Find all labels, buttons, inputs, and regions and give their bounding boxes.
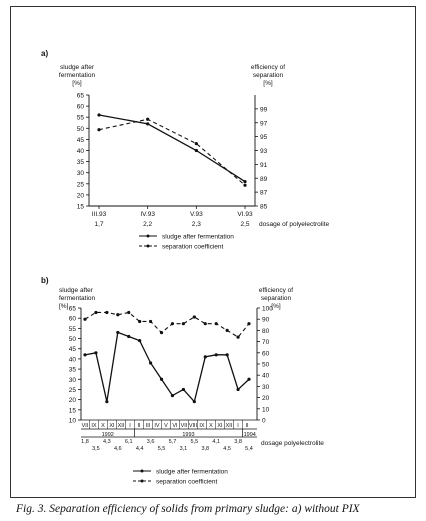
panel-b-month-label: X (101, 423, 105, 429)
panel-a-left-tick-label: 65 (76, 92, 84, 100)
panel-b-year-label: 1992 (101, 432, 114, 438)
panel-b-dosage-label: 1,8 (81, 439, 89, 445)
figure-caption: Fig. 3. Separation efficiency of solids from primary sludge: a) without PIX (16, 503, 360, 515)
panel-b-right-tick-label: 40 (262, 372, 270, 380)
panel-a-legend-marker-0 (147, 235, 150, 238)
panel-b-series-point-1 (226, 329, 229, 332)
panel-a-label: a) (41, 49, 49, 58)
panel-a-left-tick-label: 15 (76, 203, 84, 211)
panel-b-series-point-1 (193, 315, 196, 318)
figure-svg (11, 7, 417, 499)
panel-a-left-axis-title: sludge after (60, 64, 94, 71)
panel-b-series-point-0 (127, 335, 130, 338)
panel-b-legend-marker-0 (141, 470, 144, 473)
panel-b-left-tick-label: 35 (68, 366, 76, 374)
panel-a-series-point-0 (195, 149, 198, 152)
panel-b-right-tick-label: 0 (262, 417, 266, 425)
panel-b-series-point-0 (193, 400, 196, 403)
panel-a-right-tick-label: 97 (260, 120, 268, 128)
panel-b-series-point-0 (138, 339, 141, 342)
panel-b-year-label: 1994 (243, 432, 256, 438)
panel-b-right-tick-label: 60 (262, 350, 270, 358)
panel-b-right-tick-label: 100 (262, 305, 273, 313)
panel-b-month-label: XI (109, 423, 115, 429)
panel-b-right-axis-title: efficiency of (258, 287, 294, 294)
panel-b-right-axis-title: [%] (271, 303, 281, 310)
panel-b-month-label: XII (117, 423, 125, 429)
panel-b-month-label: VI (172, 423, 178, 429)
panel-b-dosage-label: 5,5 (190, 439, 199, 445)
panel-b-month-label: XI (217, 423, 223, 429)
panel-b-dosage-label: 5,5 (157, 446, 166, 452)
panel-b-series-point-1 (149, 320, 152, 323)
panel-a-right-tick-label: 85 (260, 203, 268, 211)
panel-b-right-tick-label: 90 (262, 316, 270, 324)
panel-b-x-axis-title: dosage polyelectrolite (261, 440, 324, 447)
panel-b-year-label: 1993 (182, 432, 195, 438)
panel-a-series-point-1 (195, 142, 198, 145)
panel-b-right-tick-label: 70 (262, 339, 270, 347)
panel-b-left-tick-label: 10 (68, 417, 76, 425)
panel-a-right-axis-title: efficiency of (250, 64, 286, 71)
panel-b-month-label: I (237, 423, 239, 429)
panel-a-series-point-1 (146, 118, 149, 121)
panel-b-left-tick-label: 65 (68, 305, 76, 313)
panel-b-series-point-0 (171, 394, 174, 397)
panel-a-left-tick-label: 55 (76, 114, 84, 122)
panel-a-right-axis-title: separation (252, 72, 284, 79)
panel-b-dosage-label: 5,7 (168, 439, 177, 445)
panel-b-series-point-1 (160, 331, 163, 334)
panel-b-month-label: XII (225, 423, 233, 429)
panel-b-series-point-1 (171, 322, 174, 325)
figure-frame (10, 6, 416, 498)
panel-a-x-tick-label: III.93 (91, 211, 107, 218)
panel-b-left-tick-label: 50 (68, 336, 76, 344)
panel-b-series-point-1 (94, 311, 97, 314)
panel-b-series-point-0 (247, 378, 250, 381)
panel-b-series-point-0 (226, 353, 229, 356)
panel-b-dosage-label: 5,4 (245, 446, 253, 452)
panel-a-dosage-label: 2,3 (191, 221, 201, 228)
panel-b-series-point-0 (182, 388, 185, 391)
panel-a-right-tick-label: 99 (260, 106, 268, 114)
panel-a-left-tick-label: 30 (76, 170, 84, 178)
panel-a-left-tick-label: 40 (76, 148, 84, 155)
panel-b-legend-entry: separation coefficient (156, 478, 218, 486)
panel-b-dosage-label: 3,8 (234, 439, 242, 445)
panel-b-month-label: X (209, 423, 213, 429)
panel-b-legend-entry: sludge after fermentation (156, 468, 228, 476)
panel-b-series-point-0 (83, 353, 86, 356)
panel-a-left-tick-label: 45 (76, 136, 84, 144)
panel-a-left-axis-title: fermentation (58, 72, 96, 79)
panel-b-left-tick-label: 15 (68, 407, 76, 415)
panel-b-series-point-1 (236, 336, 239, 339)
panel-b-month-label: VII (81, 423, 89, 429)
panel-b-left-tick-label: 30 (68, 376, 76, 384)
panel-b-legend-marker-1 (141, 480, 144, 483)
panel-a-x-tick-label: VI.93 (237, 211, 253, 218)
panel-b-month-label: I (129, 423, 131, 429)
panel-b-month-label: III (145, 423, 151, 429)
panel-b-series-point-1 (215, 322, 218, 325)
panel-a-legend-entry: separation coefficient (162, 243, 224, 251)
panel-b-right-tick-label: 50 (262, 361, 270, 369)
panel-b-series-point-1 (138, 320, 141, 323)
panel-a-series-point-0 (146, 122, 149, 125)
panel-a-left-tick-label: 50 (76, 125, 84, 133)
panel-b-dosage-label: 3,5 (92, 446, 100, 452)
panel-b-left-axis-title: sludge after (59, 287, 93, 294)
panel-b-series-point-0 (116, 331, 119, 334)
panel-b-month-label: II (137, 423, 141, 429)
panel-b-series-point-0 (236, 388, 239, 391)
panel-b-series-point-1 (116, 313, 119, 316)
panel-b-right-tick-label: 30 (262, 383, 270, 391)
panel-b-right-tick-label: 10 (262, 406, 270, 414)
panel-a-right-tick-label: 95 (260, 134, 268, 142)
panel-b-left-tick-label: 40 (68, 356, 76, 364)
panel-b-series-point-0 (105, 400, 108, 403)
panel-b-month-label: VII (180, 423, 188, 429)
panel-a-x-axis-title: dosage of polyelectrolite (259, 221, 330, 228)
panel-a-right-tick-label: 89 (260, 175, 268, 183)
panel-b-month-label: VIII (188, 423, 198, 429)
panel-b-series-point-0 (149, 361, 152, 364)
panel-b-series-point-0 (215, 353, 218, 356)
panel-b-month-label: IV (154, 423, 160, 429)
panel-b-series-point-1 (83, 318, 86, 321)
panel-b-series-point-0 (204, 355, 207, 358)
panel-b-left-tick-label: 25 (68, 386, 76, 394)
panel-a-left-tick-label: 25 (76, 181, 84, 189)
panel-a-left-axis-title: [%] (72, 80, 82, 87)
panel-a-series-point-0 (243, 180, 246, 183)
panel-a-dosage-label: 2,5 (240, 221, 250, 228)
panel-b-right-axis-title: separation (260, 295, 292, 302)
panel-b-dosage-label: 3,1 (179, 446, 188, 452)
panel-b-series-point-1 (127, 311, 130, 314)
panel-b-dosage-label: 4,5 (223, 446, 231, 452)
panel-b-dosage-label: 4,1 (212, 439, 221, 445)
panel-b-series-line-1 (85, 312, 249, 337)
panel-a-series-line-1 (99, 119, 245, 185)
panel-a-x-tick-label: V.93 (189, 211, 203, 218)
panel-b-label: b) (41, 276, 49, 285)
panel-b-dosage-label: 3,8 (201, 446, 210, 452)
panel-b-month-label: V (164, 423, 168, 429)
panel-a-legend-entry: sludge after fermentation (162, 233, 234, 241)
panel-a-legend-marker-1 (147, 245, 150, 248)
panel-b-left-tick-label: 60 (68, 315, 76, 323)
panel-b-left-axis-title: fermentation (59, 295, 96, 302)
panel-a-right-tick-label: 93 (260, 148, 268, 155)
panel-b-series-point-0 (94, 351, 97, 354)
panel-b-dosage-label: 4,6 (113, 446, 122, 452)
panel-b-dosage-label: 6,1 (124, 439, 133, 445)
panel-a-right-tick-label: 87 (260, 189, 268, 197)
panel-a-series-point-1 (243, 184, 246, 187)
panel-b-month-label: IX (91, 423, 97, 429)
panel-a-dosage-label: 1,7 (94, 221, 104, 228)
panel-a-x-tick-label: IV.93 (140, 211, 155, 218)
panel-a-left-tick-label: 20 (76, 192, 84, 200)
panel-b-left-tick-label: 45 (68, 346, 76, 354)
panel-b-month-label: IX (199, 423, 205, 429)
panel-b-dosage-label: 4,4 (135, 446, 144, 452)
panel-b-series-point-1 (204, 322, 207, 325)
panel-b-left-axis-title: [%] (59, 303, 69, 310)
panel-b-series-point-0 (160, 378, 163, 381)
panel-b-series-point-1 (105, 311, 108, 314)
panel-b-right-tick-label: 20 (262, 395, 270, 403)
panel-b-dosage-label: 3,6 (146, 439, 155, 445)
panel-a-left-tick-label: 35 (76, 159, 84, 167)
panel-a-series-point-1 (97, 128, 100, 131)
panel-b-dosage-label: 4,3 (103, 439, 111, 445)
panel-b-left-tick-label: 55 (68, 325, 76, 333)
panel-a-series-point-0 (97, 113, 100, 116)
panel-b-right-tick-label: 80 (262, 327, 270, 335)
panel-a-left-tick-label: 60 (76, 103, 84, 111)
panel-b-series-point-1 (247, 322, 250, 325)
panel-b-month-label: II (245, 423, 249, 429)
panel-a-dosage-label: 2,2 (143, 221, 153, 228)
panel-b-series-line-0 (85, 332, 249, 401)
panel-a-right-tick-label: 91 (260, 161, 268, 169)
panel-a-right-axis-title: [%] (263, 80, 273, 87)
panel-b-series-point-1 (182, 322, 185, 325)
panel-b-left-tick-label: 20 (68, 397, 76, 405)
